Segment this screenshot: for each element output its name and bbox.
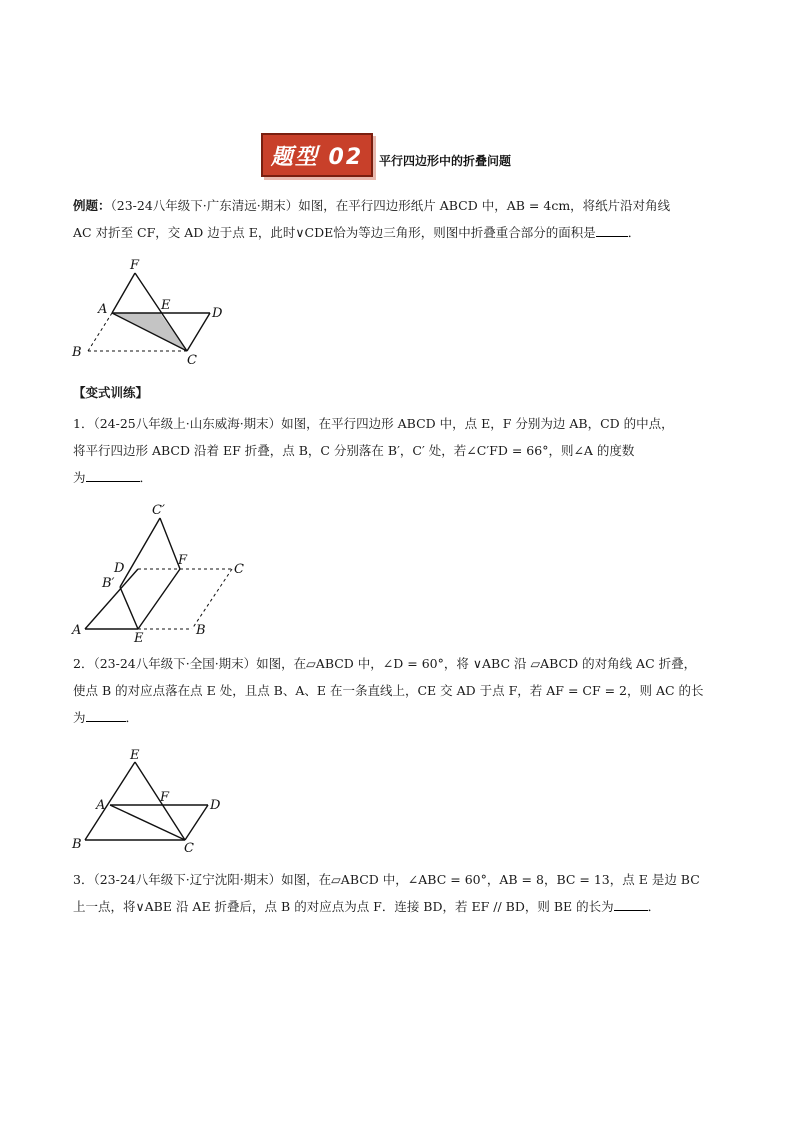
q1-line-3-end: ． [139,470,153,485]
fig-label: B [196,623,206,638]
section-banner [261,132,511,178]
fig-label: F [178,553,188,568]
fig-label: B [72,345,82,360]
q2-figure [60,745,240,855]
fig-label: C [234,562,244,577]
example-figure [60,255,240,370]
answer-blank [596,222,628,237]
q3-line-1: 3．（23-24八年级下·辽宁沈阳·期末）如图，在▱ABCD 中，∠ABC = 60°，AB = 8，BC = 13，点 E 是边 BC [73,872,700,887]
fig-label: C [187,353,197,368]
q3-line-2: 上一点，将∨ABE 沿 AE 折叠后，点 B 的对应点为点 F．连接 BD，若 EF // BD，则 BE 的长为 [73,899,614,914]
answer-blank [86,707,126,722]
question-1 [73,410,733,491]
example-problem [73,192,733,246]
example-line-1: （23-24八年级下·广东清远·期末）如图，在平行四边形纸片 ABCD 中，AB = 4cm，将纸片沿对角线 [110,198,671,213]
q1-figure [60,500,260,645]
fig-label: D [114,561,125,576]
q2-line-3-end: ． [125,710,139,725]
fig-label: B′ [102,576,115,591]
fig-label: D [212,306,223,321]
q2-line-1: 2．（23-24八年级下·全国·期末）如图，在▱ABCD 中，∠D = 60°，将 ∨ABC 沿 ▱ABCD 的对角线 AC 折叠， [73,656,697,671]
q1-line-1: 1．（24-25八年级上·山东威海·期末）如图，在平行四边形 ABCD 中，点 E，F 分别为边 AB，CD 的中点， [73,416,674,431]
fig-label: C [184,841,194,855]
fig-label: F [160,790,170,805]
topic-badge: 题型 02 [261,133,373,177]
fig-label: E [134,631,144,645]
q2-line-3: 为 [73,710,86,725]
answer-blank [86,467,140,482]
answer-blank [614,896,648,911]
section-title: 【变式训练】 [73,385,149,400]
example-label: 例题： [73,198,111,213]
question-3 [73,866,733,920]
fig-label: A [72,623,82,638]
fig-label: E [130,748,140,763]
q1-line-2: 将平行四边形 ABCD 沿着 EF 折叠，点 B，C 分别落在 B′，C′ 处，若∠C′FD = 66°，则∠A 的度数 [73,443,635,458]
fig-label: E [161,298,171,313]
fig-label: A [98,302,108,317]
fig-label: D [210,798,221,813]
fig-label: B [72,837,82,852]
fig-label: A [96,798,106,813]
q1-line-3: 为 [73,470,86,485]
example-line-2: AC 对折至 CF，交 AD 边于点 E，此时∨CDE恰为等边三角形，则图中折叠重合部分的面积是 [73,225,596,240]
fig-label: F [130,258,140,273]
example-line-2-end: ． [627,225,641,240]
banner-title: 平行四边形中的折叠问题 [379,153,512,168]
q3-line-2-end: ． [647,899,661,914]
fig-label: C′ [152,503,165,518]
q2-line-2: 使点 B 的对应点落在点 E 处，且点 B、A、E 在一条直线上，CE 交 AD 于点 F，若 AF = CF = 2，则 AC 的长 [73,683,704,698]
question-2 [73,650,733,731]
